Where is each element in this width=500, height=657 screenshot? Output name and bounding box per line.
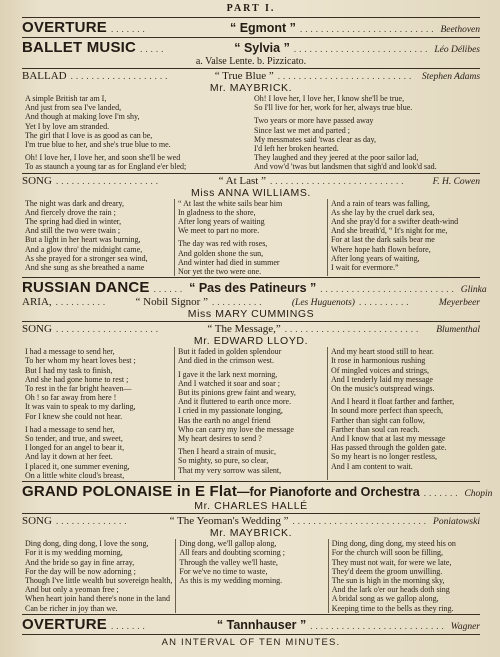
lyric-line: But I had my task to finish, xyxy=(25,365,113,375)
performer: Mr. CHARLES HALLÉ xyxy=(194,500,308,513)
lyric-line: They must not wait, for were we late, xyxy=(331,557,452,567)
lyric-line: The girl that I love is as good as can be, xyxy=(25,130,153,140)
lyric-line: Though I've little wealth but sovereign health, xyxy=(25,575,173,585)
item-title: “ Egmont ” xyxy=(229,21,296,35)
lyrics-ballad xyxy=(22,94,480,172)
lyric-line: Ding dong, ding dong, my steed his on xyxy=(331,539,456,549)
lyric-line: So mighty, so pure, so clear, xyxy=(178,456,269,466)
lyrics-column xyxy=(327,199,480,277)
lyric-line: My messmates said 'twas clear as day, xyxy=(254,134,376,144)
leader-dots: ...... xyxy=(153,284,186,295)
lyric-line: And though at making love I'm shy, xyxy=(25,112,140,122)
lyric-line: I'd left her broken hearted. xyxy=(254,144,339,154)
item-composer: Chopin xyxy=(464,489,493,500)
item-type: OVERTURE xyxy=(22,19,107,36)
lyrics-message xyxy=(22,347,480,480)
lyric-line: In gladness to the shore, xyxy=(178,207,256,217)
lyric-line: They laughed and they jeered at the poor sailor lad, xyxy=(254,153,419,163)
lyric-line: It was vain to speak to my darling, xyxy=(25,402,136,412)
item-type: SONG xyxy=(22,515,52,528)
item-type: OVERTURE xyxy=(22,615,107,633)
leader-dots: ....... xyxy=(110,24,148,34)
lyric-line: As she prayed for a stronger sea wind, xyxy=(25,253,148,263)
lyric-line: The sun is high in the morning sky, xyxy=(331,575,445,585)
lyric-line: And still the two were twain ; xyxy=(25,226,121,236)
leader-dots: .......................... xyxy=(320,284,457,295)
lyric-line: I cried in my passionate longing, xyxy=(178,406,283,416)
lyrics-column xyxy=(174,199,327,277)
leader-dots: ....... xyxy=(423,488,461,499)
lyric-line: As she lay by the cruel dark sea, xyxy=(331,207,435,217)
leader-dots: .......................... xyxy=(299,24,437,34)
lyric-line: So tender, and true, and sweet, xyxy=(25,434,123,444)
divider xyxy=(22,481,480,482)
lyric-line: Ding dong, we'll gallop along, xyxy=(179,539,277,549)
program-item-overture-tannhauser xyxy=(22,616,480,633)
lyric-line: And she pray'd for a swifter death-wind xyxy=(331,217,459,227)
lyric-line: Nor yet the two were one. xyxy=(178,267,262,277)
lyrics-column xyxy=(175,539,327,613)
lyric-line: And my heart stood still to hear. xyxy=(331,347,434,357)
program-item-song-yeoman xyxy=(22,515,480,527)
lyric-line: Ding dong, ding dong, I love the song, xyxy=(25,539,149,549)
leader-dots: .......... xyxy=(55,297,109,308)
item-type: BALLAD xyxy=(22,70,67,82)
lyric-line: And I heard it float farther and farther, xyxy=(331,397,455,407)
item-title: “ The Message,” xyxy=(207,323,281,336)
lyric-line: And just from sea I've landed, xyxy=(25,103,122,113)
lyric-line: Yet I by love am stranded. xyxy=(25,121,110,131)
divider xyxy=(22,277,480,278)
lyric-line: Has the earth no angel friend xyxy=(178,415,271,425)
lyric-line: I had a message to send her, xyxy=(25,347,115,357)
lyric-line: We meet to part no more. xyxy=(178,226,260,236)
leader-dots: .......... xyxy=(358,297,412,308)
performer: Miss ANNA WILLIAMS. xyxy=(191,186,311,199)
lyric-line: For the church will soon be filling, xyxy=(331,548,444,558)
item-composer: Léo Délibes xyxy=(434,45,480,55)
item-title: “ Tannhauser ” xyxy=(216,617,307,632)
program-item-aria xyxy=(22,296,480,308)
lyric-line: And vow'd 'twas but landsmen that sigh'd and look'd sad. xyxy=(254,162,437,172)
divider xyxy=(22,614,480,615)
item-composer: Poniatowski xyxy=(433,517,480,528)
lyric-line: On the music's outspread wings. xyxy=(331,384,435,394)
leader-dots: .......................... xyxy=(284,324,422,335)
item-opera: (Les Huguenots) xyxy=(291,298,355,309)
leader-dots: .................... xyxy=(55,175,161,186)
lyrics-at-last xyxy=(22,199,480,277)
item-subtitle: —for Pianoforte and Orchestra xyxy=(237,485,420,500)
performer: Mr. MAYBRICK. xyxy=(209,82,293,94)
item-type: RUSSIAN DANCE xyxy=(22,279,150,297)
lyrics-column xyxy=(22,347,174,480)
lyric-line: And she breath'd, “ It's night for me, xyxy=(331,226,448,236)
lyric-line: And the lark o'er our heads doth sing xyxy=(331,585,450,595)
lyric-line: I gave it the lark next morning, xyxy=(178,369,278,379)
lyric-line: For at last the dark sails bear me xyxy=(331,235,435,245)
item-type: GRAND POLONAISE in E Flat xyxy=(22,483,238,501)
lyric-line: And I am content to wait. xyxy=(331,461,413,471)
lyric-line: To rest in the far bright heaven— xyxy=(25,384,132,394)
lyric-line: It rose in harmonious rushing xyxy=(331,356,426,366)
lyric-line: And she sung as she breathed a name xyxy=(25,263,145,273)
lyric-line: But it faded in golden splendour xyxy=(178,347,282,357)
lyric-line: I had a message to send her, xyxy=(25,424,115,434)
lyric-line: And fiercely drove the rain ; xyxy=(25,207,116,217)
leader-dots: ....... xyxy=(110,620,148,631)
item-title: “ Nobil Signor ” xyxy=(135,296,208,309)
lyric-line: I wait for evermore.” xyxy=(331,263,399,273)
lyric-line: Then I heard a strain of music, xyxy=(178,447,276,457)
lyric-line: And but only a yeoman free ; xyxy=(25,585,119,595)
lyric-line: Since last we met and parted ; xyxy=(254,125,350,135)
item-composer: F. H. Cowen xyxy=(432,176,480,187)
lyric-line: And a glow thro' the midnight came, xyxy=(25,244,143,254)
divider xyxy=(22,634,480,635)
item-type: BALLET MUSIC xyxy=(22,39,137,56)
item-title: “ Pas des Patineurs ” xyxy=(189,281,317,296)
lyrics-column xyxy=(174,347,327,480)
leader-dots: .......................... xyxy=(310,620,447,631)
leader-dots: .......................... xyxy=(292,516,430,527)
item-title: “ The Yeoman's Wedding ” xyxy=(169,515,289,528)
lyric-line: After long years of waiting, xyxy=(331,253,420,263)
lyric-line: And died in the crimson west. xyxy=(178,356,274,366)
item-composer: Glinka xyxy=(460,285,487,296)
program-item-russian-dance xyxy=(22,279,487,297)
program-item-polonaise xyxy=(22,483,493,501)
divider xyxy=(22,173,480,174)
leader-dots: .......................... xyxy=(293,44,431,54)
item-title: “ At Last ” xyxy=(218,174,266,187)
item-title: “ Sylvia ” xyxy=(234,41,290,55)
lyric-line: For the day will be now adorning ; xyxy=(25,566,136,576)
lyric-line: To as staunch a young tar as for England e'er bled; xyxy=(25,162,187,172)
lyrics-column xyxy=(22,199,174,277)
lyric-line: And lay it down at her feet. xyxy=(25,452,113,462)
lyric-line: A simple British tar am I, xyxy=(25,94,107,103)
item-composer: Beethoven xyxy=(440,25,480,35)
program-item-song-at-last xyxy=(22,175,480,187)
item-composer: Stephen Adams xyxy=(421,72,481,82)
program-item-ballad xyxy=(22,70,480,82)
lyric-line: On a little white cloud's breast, xyxy=(25,470,125,480)
leader-dots: .......... xyxy=(211,297,265,308)
lyric-line: My heart desires to send ? xyxy=(178,434,262,444)
lyric-line: Through the valley we'll haste, xyxy=(179,557,278,567)
lyric-line: I placed it, one summer evening, xyxy=(25,461,130,471)
item-type: SONG xyxy=(22,174,52,187)
lyric-line: After long years of waiting xyxy=(178,217,265,227)
part-heading: PART I. xyxy=(226,3,276,14)
leader-dots: ................... xyxy=(70,71,171,81)
lyric-line: And golden shone the sun, xyxy=(178,248,264,258)
item-composer: Blumenthal xyxy=(436,325,480,336)
lyric-line: But its pinions grew faint and weary, xyxy=(178,388,296,398)
lyric-line: And a rain of tears was falling, xyxy=(331,198,430,208)
lyrics-column xyxy=(328,539,480,613)
divider xyxy=(22,37,480,38)
lyric-line: They'd deem the groom unwilling. xyxy=(331,566,443,576)
lyric-line: And I watched it soar and soar ; xyxy=(178,378,280,388)
lyric-line: Of mingled voices and strings, xyxy=(331,365,429,375)
item-type: SONG xyxy=(22,323,52,336)
lyrics-column xyxy=(327,347,480,480)
lyric-line: But a light in her heart was burning, xyxy=(25,235,141,245)
lyric-line: Oh ! so far away from here ! xyxy=(25,393,117,403)
lyric-line: I'm true blue to her, and she's true blue to me. xyxy=(25,140,171,150)
lyric-line: Oh! I love her, I love her, I know she'll be true, xyxy=(254,94,405,103)
lyric-line: Who can carry my love the message xyxy=(178,424,294,434)
interval-notice: AN INTERVAL OF TEN MINUTES. xyxy=(161,636,341,648)
lyric-line: For we've no time to waste, xyxy=(179,566,268,576)
item-type: ARIA, xyxy=(22,296,52,309)
lyric-line: And the bride so gay in fine array, xyxy=(25,557,135,567)
lyric-line: The spring had died in winter, xyxy=(25,217,122,227)
lyric-line: Oh! I love her, I love her, and soon she'll be wed xyxy=(25,153,181,163)
lyric-line: So my heart is no longer restless, xyxy=(331,452,437,462)
lyric-line: And I know that at last my message xyxy=(331,434,446,444)
lyric-line: Farther than soul can reach. xyxy=(331,424,420,434)
lyric-line: And winter had died in summer xyxy=(178,257,280,267)
lyric-line: For it is my wedding morning, xyxy=(25,548,123,558)
divider xyxy=(22,68,480,69)
leader-dots: .............. xyxy=(55,516,130,527)
leader-dots: ..... xyxy=(140,44,167,54)
performer: Mr. EDWARD LLOYD. xyxy=(193,335,309,348)
lyric-line: All fears and doubting scorning ; xyxy=(179,548,285,558)
lyric-line: And I tenderly laid my message xyxy=(331,374,433,384)
lyric-line: “ At last the white sails bear him xyxy=(178,198,283,208)
item-title: “ True Blue ” xyxy=(214,70,274,82)
ballet-movements: a. Valse Lente. b. Pizzicato. xyxy=(195,56,307,67)
lyric-line: And it fluttered to earth once more. xyxy=(178,397,292,407)
lyric-line: That my very sorrow was silent, xyxy=(178,465,282,475)
lyric-line: Can be richer in joy than we. xyxy=(25,603,118,613)
divider xyxy=(22,321,480,322)
program-item-ballet xyxy=(22,39,480,56)
program-item-overture-egmont xyxy=(22,19,480,36)
lyric-line: And she had gone home to rest ; xyxy=(25,374,129,384)
lyric-line: When heart join hand there's none in the land xyxy=(25,594,170,604)
lyric-line: Where hope hath flown before, xyxy=(331,244,431,254)
lyric-line: Keeping time to the bells as they ring. xyxy=(331,603,454,613)
program-item-song-message xyxy=(22,323,480,335)
item-composer: Wagner xyxy=(450,621,480,632)
lyric-line: Has passed through the golden gate. xyxy=(331,443,447,453)
lyric-line: For I knew she could not hear. xyxy=(25,411,123,421)
leader-dots: .......................... xyxy=(269,175,407,186)
performer: Mr. MAYBRICK. xyxy=(209,527,293,540)
lyric-line: A bridal song as we gallop along, xyxy=(331,594,439,604)
lyrics-column xyxy=(22,539,175,613)
lyrics-column xyxy=(251,94,480,172)
lyric-line: In sound more perfect than speech, xyxy=(331,406,443,416)
lyric-line: The day was red with roses, xyxy=(178,239,268,249)
lyric-line: The night was dark and dreary, xyxy=(25,198,124,208)
divider xyxy=(22,513,480,514)
lyric-line: Two years or more have passed away xyxy=(254,116,374,126)
lyric-line: Farther than sight can follow, xyxy=(331,415,425,425)
lyric-line: So I'll live for her, work for her, always true blue. xyxy=(254,103,413,113)
divider xyxy=(22,17,480,18)
lyric-line: I longed for an angel to bear it, xyxy=(25,443,125,453)
lyric-line: To her whom my heart loves best ; xyxy=(25,356,136,366)
leader-dots: .......................... xyxy=(277,71,415,81)
performer: Miss MARY CUMMINGS xyxy=(187,308,315,321)
lyrics-yeoman xyxy=(22,539,480,613)
leader-dots: .................... xyxy=(55,324,161,335)
item-composer: Meyerbeer xyxy=(438,298,480,309)
lyric-line: As this is my wedding morning. xyxy=(179,575,283,585)
lyrics-column xyxy=(22,94,251,172)
